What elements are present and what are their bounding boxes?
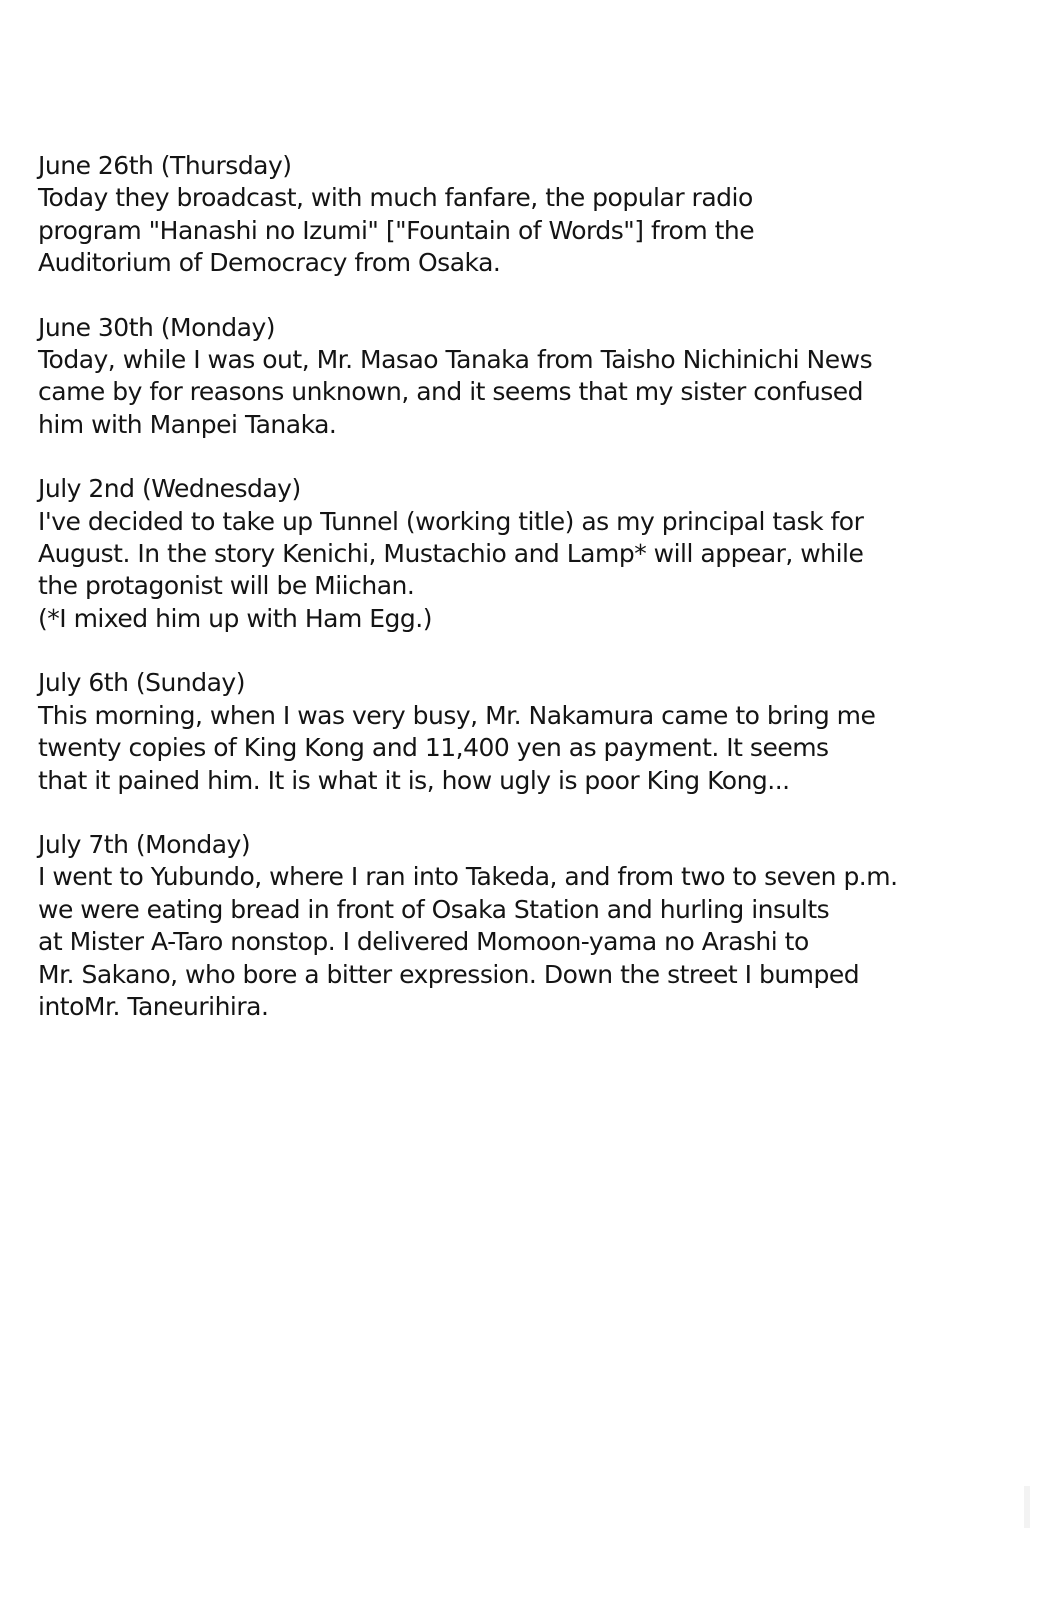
entry-line: program "Hanashi no Izumi" ["Fountain of Words"] from the (38, 215, 755, 245)
entry-line: twenty copies of King Kong and 11,400 yen as payment. It seems (38, 733, 829, 763)
entry-line: August. In the story Kenichi, Mustachio and Lamp* will appear, while (38, 539, 864, 569)
entry-line: This morning, when I was very busy, Mr. Nakamura came to bring me (38, 700, 876, 730)
entry-line: at Mister A-Taro nonstop. I delivered Momoon-yama no Arashi to (38, 927, 809, 957)
entry-date: July 6th (Sunday) (38, 668, 245, 698)
diary-entry-july-2 (38, 473, 1028, 635)
entry-date: June 26th (Thursday) (38, 151, 292, 180)
diary-entry-july-6 (38, 667, 1028, 797)
diary-entry-june-30 (38, 312, 1028, 442)
diary-page (38, 150, 1028, 1055)
entry-line: came by for reasons unknown, and it seems that my sister confused (38, 377, 864, 407)
diary-entry-june-26 (38, 150, 1028, 280)
entry-line: intoMr. Taneurihira. (38, 991, 269, 1021)
entry-date: June 30th (Monday) (38, 312, 275, 342)
entry-line: Today they broadcast, with much fanfare, the popular radio (38, 183, 753, 213)
entry-line: that it pained him. It is what it is, how ugly is poor King Kong... (38, 765, 790, 795)
entry-line: Today, while I was out, Mr. Masao Tanaka from Taisho Nichinichi News (38, 345, 873, 375)
entry-line: Mr. Sakano, who bore a bitter expression. Down the street I bumped (38, 959, 860, 989)
entry-line: I've decided to take up Tunnel (working title) as my principal task for (38, 506, 864, 536)
entry-footnote: (*I mixed him up with Ham Egg.) (38, 603, 432, 633)
diary-entry-july-7 (38, 829, 1028, 1023)
scan-edge-mark (1024, 1486, 1030, 1528)
entry-line: Auditorium of Democracy from Osaka. (38, 248, 501, 278)
entry-date: July 7th (Monday) (38, 829, 251, 859)
entry-date: July 2nd (Wednesday) (38, 474, 301, 504)
entry-line: I went to Yubundo, where I ran into Takeda, and from two to seven p.m. (38, 862, 898, 892)
entry-line: him with Manpei Tanaka. (38, 409, 337, 439)
entry-line: the protagonist will be Miichan. (38, 571, 415, 601)
entry-line: we were eating bread in front of Osaka Station and hurling insults (38, 894, 830, 924)
